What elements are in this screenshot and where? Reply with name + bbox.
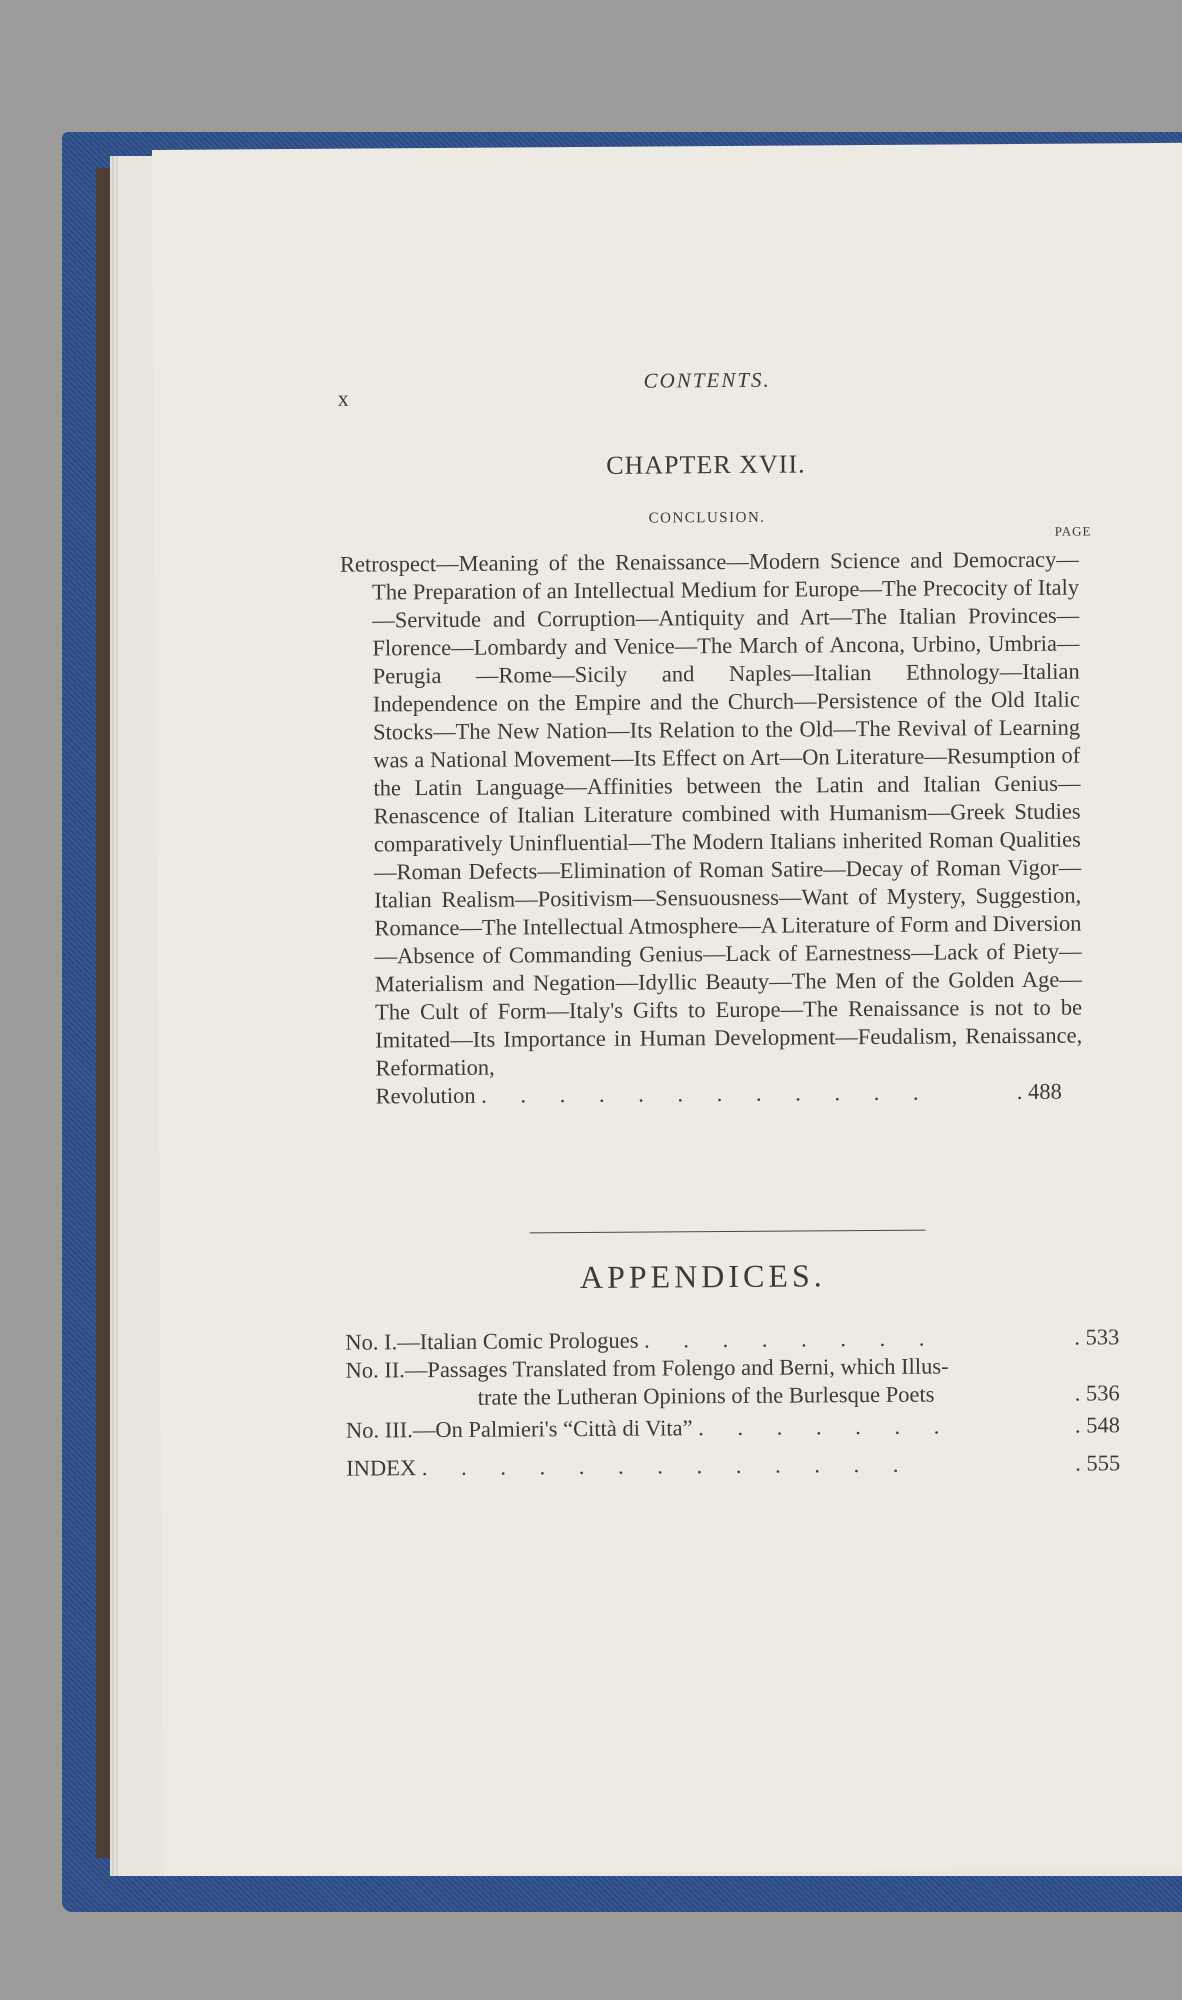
dot-leader: . . . . . . . . (643, 1325, 939, 1353)
appendix-entry-text: No. I.—Italian Comic Prologues (345, 1327, 639, 1355)
index-entry-text: INDEX (346, 1455, 417, 1481)
appendix-entry-continuation: trate the Lutheran Opinions of the Burlesque Poets (477, 1381, 935, 1410)
chapter-summary-last-line: Revolution (375, 1082, 476, 1109)
appendix-entry (346, 1411, 1120, 1444)
appendix-page-number: . 536 (1074, 1380, 1120, 1406)
index-page-number: . 555 (1075, 1450, 1121, 1476)
index-entry (346, 1449, 1120, 1482)
appendices-title: APPENDICES. (579, 1257, 826, 1296)
chapter-title: CHAPTER XVII. (606, 449, 806, 480)
appendix-entry-text: No. II.—Passages Translated from Folengo and Berni, which Illus- (345, 1353, 949, 1383)
page-folio: x (337, 385, 349, 411)
appendix-page-number: . 533 (1074, 1324, 1120, 1350)
chapter-page-number: . 488 (1016, 1078, 1062, 1104)
appendix-entry-text: No. III.—On Palmieri's “Città di Vita” (345, 1415, 693, 1443)
page-column-header: PAGE (1054, 523, 1092, 539)
chapter-subtitle: CONCLUSION. (648, 509, 766, 527)
dot-leader: . . . . . . . . . . . . (481, 1079, 933, 1108)
book-page (152, 143, 1182, 1876)
running-title: CONTENTS. (643, 367, 771, 393)
chapter-summary-text: Retrospect—Meaning of the Renaissance—Modern Science and Democracy—The Preparation of an Intellectual Medium for Europe—The Precocity of Italy—Servitude and Corruption—Antiquity and Art—The Italian Provinces—Florence—Lombardy and Venice—The March of Ancona, Urbino, Umbria—Perugia —Rome—Sicily and Naples—Italian Ethnology—Italian Independence on the Empire and the Church—Persistence of the Old Italic Stocks—The New Nation—Its Relation to the Old—The Revival of Learning was a National Movement—Its Effect on Art—On Literature—Resumption of the Latin Language—Affinities between the Latin and Italian Genius—Renascence of Italian Literature combined with Humanism—Greek Studies comparatively Uninfluential—The Modern Italians inherited Roman Qualities—Roman Defects—Elimination of Roman Satire—Decay of Roman Vigor—Italian Realism—Positivism—Sensuousness—Want of Mystery, Suggestion, Romance—The Intellectual Atmosphere—A Literature of Form and Diversion—Absence of Commanding Genius—Lack of Earnestness—Lack of Piety—Materialism and Negation—Idyllic Beauty—The Men of the Golden Age—The Cult of Form—Italy's Gifts to Europe—The Renaissance is not to be Imitated—Its Importance in Human Development—Feudalism, Renaissance, Reformation, (339, 546, 1083, 1081)
chapter-summary (340, 546, 1083, 1111)
appendix-entry (345, 1351, 1119, 1412)
appendix-page-number: . 548 (1074, 1412, 1121, 1438)
dot-leader: . . . . . . . . . . . . . (421, 1451, 913, 1481)
section-divider (530, 1230, 926, 1234)
dot-leader: . . . . . . . (698, 1413, 954, 1441)
